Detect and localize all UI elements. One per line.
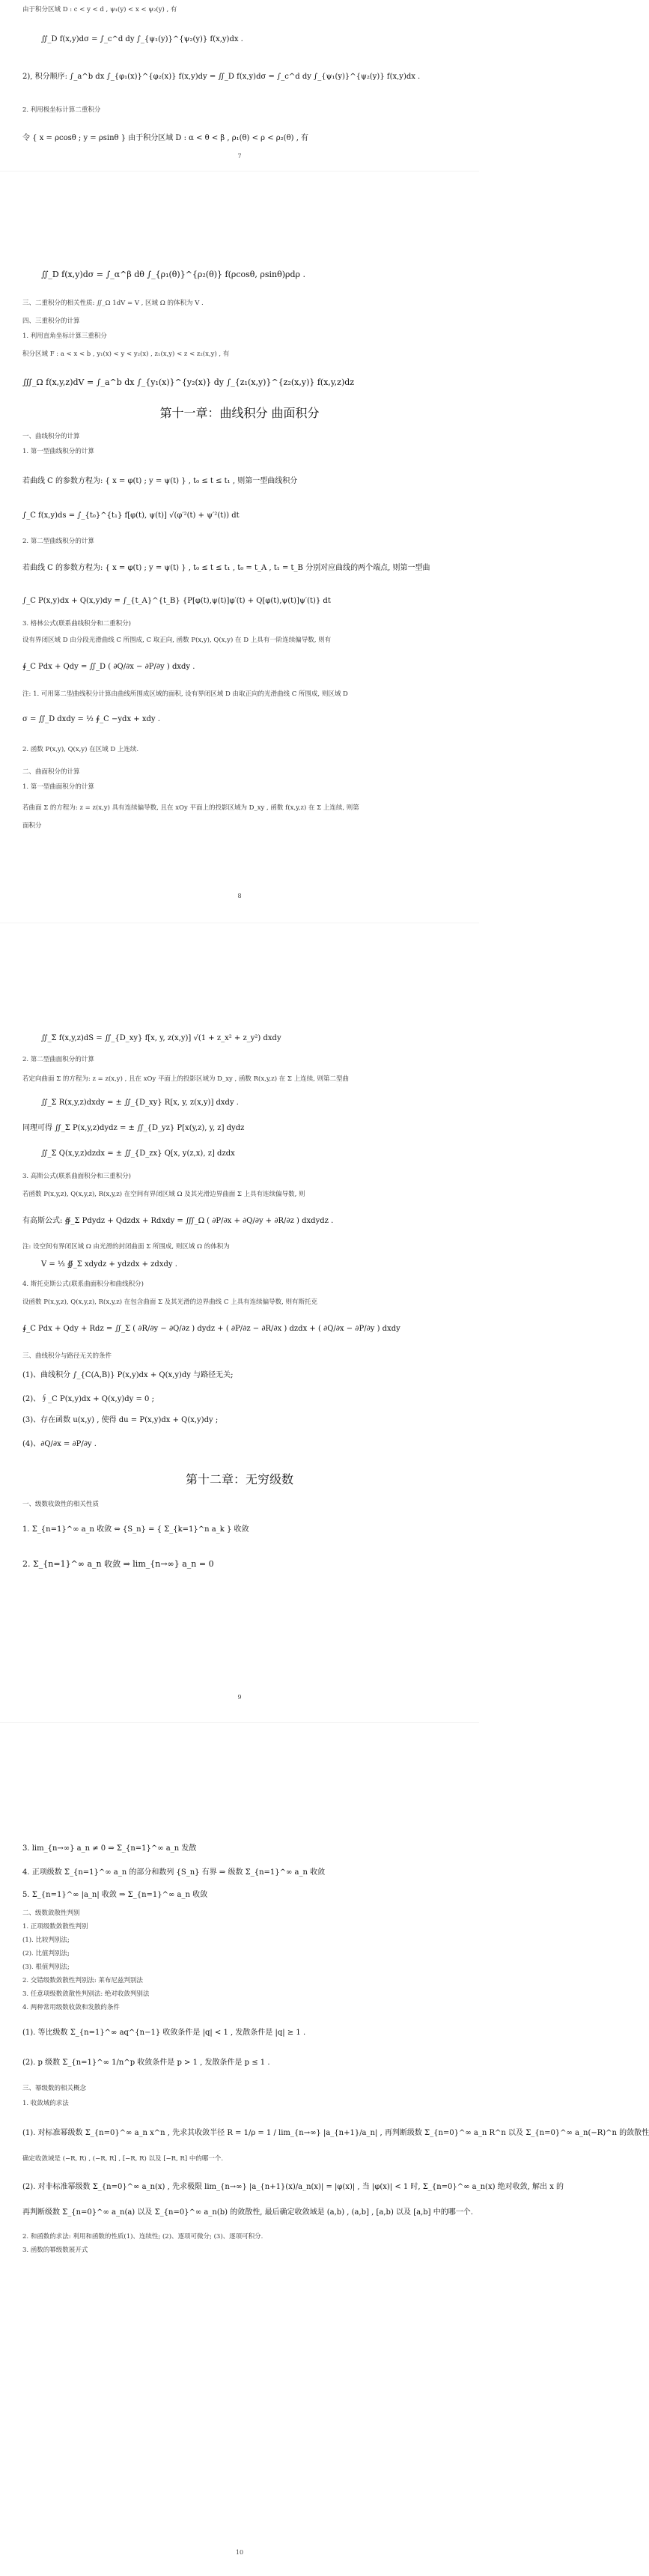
text-line: 3. 函数的幂级数展开式 — [22, 2247, 88, 2254]
text-line: 若函数 P(x,y,z), Q(x,y,z), R(x,y,z) 在空间有界闭区域 Ω 及其光滑边界曲面 Σ 上具有连续偏导数, 则 — [22, 1191, 305, 1198]
section-heading: 四、三重积分的计算 — [22, 318, 80, 325]
page-number: 7 — [237, 153, 242, 160]
section-heading: 4. 两种常用级数收敛和发散的条件 — [22, 2004, 120, 2011]
text-line: (1)、曲线积分 ∫_{C(A,B)} P(x,y)dx + Q(x,y)dy 与路径无关; — [22, 1371, 234, 1379]
section-heading: 三、曲线积分与路径无关的条件 — [22, 1352, 112, 1360]
text-line: 3. lim_{n→∞} a_n ≠ 0 ⇒ Σ_{n=1}^∞ a_n 发散 — [22, 1844, 197, 1853]
formula: ∬_Σ R(x,y,z)dxdy = ± ∬_{D_xy} R[x, y, z(x,y)] dxdy . — [41, 1099, 239, 1107]
formula: ∬_Σ Q(x,y,z)dzdx = ± ∬_{D_zx} Q[x, y(z,x), z] dzdx — [41, 1149, 235, 1158]
page-8 — [0, 180, 479, 914]
text-line: (3). 根值判别法; — [22, 1963, 70, 1971]
section-heading: 1. 利用直角坐标计算三重积分 — [22, 332, 107, 340]
section-heading: 二、级数敛散性判别 — [22, 1910, 80, 1917]
page-9 — [0, 929, 479, 1715]
section-heading: 1. 正项级数敛散性判别 — [22, 1923, 88, 1931]
text-line: (1). 比较判别法; — [22, 1936, 70, 1944]
formula: ∮_C Pdx + Qdy = ∬_D ( ∂Q/∂x − ∂P/∂y ) dxdy . — [22, 663, 195, 671]
formula: ∫_C P(x,y)dx + Q(x,y)dy = ∫_{t_A}^{t_B} {P[φ(t),ψ(t)]φ′(t) + Q[φ(t),ψ(t)]ψ′(t)} dt — [22, 597, 331, 605]
text-line: (1). 等比级数 Σ_{n=1}^∞ aq^{n−1} 收敛条件是 |q| < 1 , 发散条件是 |q| ≥ 1 . — [22, 2029, 306, 2037]
text-line: 2. 函数 P(x,y), Q(x,y) 在区域 D 上连续. — [22, 746, 139, 753]
formula: 2), 积分顺序: ∫_a^b dx ∫_{φ₁(x)}^{φ₂(x)} f(x,y)dy = ∬_D f(x,y)dσ = ∫_c^d dy ∫_{ψ₁(y)}^{ψ₂(y)} f(x,y)dx . — [22, 73, 421, 81]
section-heading: 三、幂级数的相关概念 — [22, 2085, 87, 2092]
section-heading: 3. 高斯公式(联系曲面积分和三重积分) — [22, 1173, 131, 1180]
text-line: 注: 设空间有界闭区域 Ω 由光滑的封闭曲面 Σ 所围成, 则区域 Ω 的体积为 — [22, 1243, 230, 1251]
text-line: (4)、∂Q/∂x = ∂P/∂y . — [22, 1440, 97, 1448]
text-line: 2. 和函数的求法: 利用和函数的性质(1)、连续性; (2)、逐项可微分; (3)、逐项可积分. — [22, 2233, 263, 2241]
formula: 有高斯公式: ∯_Σ Pdydz + Qdzdx + Rdxdy = ∭_Ω ( ∂P/∂x + ∂Q/∂y + ∂R/∂z ) dxdydz . — [22, 1217, 334, 1225]
section-heading: 3. 格林公式(联系曲线积分和二重积分) — [22, 620, 131, 628]
formula: ∮_C Pdx + Qdy + Rdz = ∬_Σ ( ∂R/∂y − ∂Q/∂z ) dydz + ( ∂P/∂z − ∂R/∂x ) dzdx + ( ∂Q/∂x − ∂P/∂y ) dxdy — [22, 1325, 400, 1333]
page-10 — [0, 1730, 649, 2569]
text-line: 确定收敛域是 (−R, R) , (−R, R] , [−R, R) 以及 [−R, R] 中的哪一个. — [22, 2155, 224, 2163]
formula: σ = ∬_D dxdy = ½ ∮_C −ydx + xdy . — [22, 715, 160, 723]
section-heading: 4. 斯托克斯公式(联系曲面积分和曲线积分) — [22, 1281, 144, 1288]
text-line: 1. Σ_{n=1}^∞ a_n 收敛 ⇔ {S_n} = { Σ_{k=1}^n a_k } 收敛 — [22, 1525, 249, 1534]
formula: ∬_D f(x,y)dσ = ∫_c^d dy ∫_{ψ₁(y)}^{ψ₂(y)} f(x,y)dx . — [41, 35, 243, 43]
text-line: 设函数 P(x,y,z), Q(x,y,z), R(x,y,z) 在包含曲面 Σ 及其光滑的边界曲线 C 上具有连续偏导数, 则有斯托克 — [22, 1298, 317, 1306]
text-line: (2). p 级数 Σ_{n=1}^∞ 1/n^p 收敛条件是 p > 1 , 发散条件是 p ≤ 1 . — [22, 2059, 270, 2067]
text-line: 2. Σ_{n=1}^∞ a_n 收敛 ⇒ lim_{n→∞} a_n = 0 — [22, 1559, 214, 1569]
text-line: 若曲线 C 的参数方程为: { x = φ(t) ; y = ψ(t) } , t₀ ≤ t ≤ t₁ , t₀ = t_A , t₁ = t_B 分别对应曲线的两个端点, 则第一型曲 — [22, 564, 430, 572]
page-number: 10 — [235, 2549, 244, 2556]
chapter-title: 第十二章：无穷级数 — [185, 1472, 293, 1486]
text-line: (2). 比值判别法; — [22, 1950, 70, 1957]
section-heading: 2. 第二型曲线积分的计算 — [22, 538, 94, 545]
section-heading: 一、级数收敛性的相关性质 — [22, 1501, 100, 1508]
section-heading: 二、曲面积分的计算 — [22, 768, 80, 776]
formula: 同理可得 ∬_Σ P(x,y,z)dydz = ± ∬_{D_yz} P[x(y,z), y, z] dydz — [22, 1124, 245, 1132]
text-line: (3)、存在函数 u(x,y) , 使得 du = P(x,y)dx + Q(x,y)dy ; — [22, 1416, 219, 1424]
formula: ∫_C f(x,y)ds = ∫_{t₀}^{t₁} f[φ(t), ψ(t)] √(φ′²(t) + ψ′²(t)) dt — [22, 511, 240, 520]
section-heading: 2. 利用极坐标计算二重积分 — [22, 106, 101, 114]
text-line: 设有界闭区域 D 由分段光滑曲线 C 所围成, C 取正向, 函数 P(x,y), Q(x,y) 在 D 上具有一阶连续偏导数, 则有 — [22, 637, 332, 644]
text-line: 由于积分区域 D : c < y < d , ψ₁(y) < x < ψ₂(y) , 有 — [22, 6, 177, 13]
formula: 令 { x = ρcosθ ; y = ρsinθ } 由于积分区域 D : α < θ < β , ρ₁(θ) < ρ < ρ₂(θ) , 有 — [22, 134, 309, 142]
text-line: 4. 正项级数 Σ_{n=1}^∞ a_n 的部分和数列 {S_n} 有界 ⇒ 级数 Σ_{n=1}^∞ a_n 收敛 — [22, 1868, 326, 1877]
text-line: (2)、∮_C P(x,y)dx + Q(x,y)dy = 0 ; — [22, 1395, 154, 1403]
text-line: 注: 1. 可用第二型曲线积分计算由曲线所围成区域的面积, 设有界闭区域 D 由取正向的光滑曲线 C 所围成, 则区域 D — [22, 690, 348, 698]
text-line: 若定向曲面 Σ 的方程为: z = z(x,y) , 且在 xOy 平面上的投影区域为 D_xy , 函数 R(x,y,z) 在 Σ 上连续, 则第二型曲 — [22, 1075, 350, 1083]
page-break — [0, 1722, 479, 1723]
text-line: 再判断级数 Σ_{n=0}^∞ a_n(a) 以及 Σ_{n=0}^∞ a_n(b) 的敛散性, 最后确定收敛域是 (a,b) , (a,b] , [a,b) 以及 [a,b] 中的哪一个. — [22, 2208, 473, 2217]
text-line: 面积分 — [22, 822, 42, 830]
section-heading: 1. 第一型曲面积分的计算 — [22, 783, 94, 791]
section-heading: 1. 收敛域的求法 — [22, 2100, 69, 2107]
text-line: 三、二重积分的相关性质: ∬_Ω 1dV = V , 区域 Ω 的体积为 V . — [22, 300, 204, 307]
formula: ∬_D f(x,y)dσ = ∫_α^β dθ ∫_{ρ₁(θ)}^{ρ₂(θ)} f(ρcosθ, ρsinθ)ρdρ . — [41, 270, 305, 279]
text-line: 若曲线 C 的参数方程为: { x = φ(t) ; y = ψ(t) } , t₀ ≤ t ≤ t₁ , 则第一型曲线积分 — [22, 477, 298, 485]
text-line: (2). 对非标准幂级数 Σ_{n=0}^∞ a_n(x) , 先求极限 lim_{n→∞} |a_{n+1}(x)/a_n(x)| = |φ(x)| , 当 |φ(x)| < 1 时, Σ_{n=0}^∞ a_n(x) 绝对收敛, 解出 x 的 — [22, 2183, 564, 2191]
section-heading: 2. 交错级数敛散性判别法: 莱布尼兹判别法 — [22, 1977, 143, 1984]
page-7 — [0, 0, 479, 161]
text-line: 5. Σ_{n=1}^∞ |a_n| 收敛 ⇒ Σ_{n=1}^∞ a_n 收敛 — [22, 1891, 208, 1899]
section-heading: 1. 第一型曲线积分的计算 — [22, 448, 94, 455]
page-number: 9 — [237, 1694, 242, 1701]
formula: V = ⅓ ∯_Σ xdydz + ydzdx + zdxdy . — [41, 1260, 177, 1269]
text-line: 若曲面 Σ 的方程为: z = z(x,y) 具有连续偏导数, 且在 xOy 平面上的投影区域为 D_xy , 函数 f(x,y,z) 在 Σ 上连续, 则第 — [22, 804, 359, 812]
page-number: 8 — [237, 893, 242, 899]
section-heading: 3. 任意项级数敛散性判别法: 绝对收敛判别法 — [22, 1990, 150, 1998]
formula: ∬_Σ f(x,y,z)dS = ∬_{D_xy} f[x, y, z(x,y)] √(1 + z_x² + z_y²) dxdy — [41, 1034, 281, 1042]
text-line: 积分区域 F : a < x < b , y₁(x) < y < y₂(x) , z₁(x,y) < z < z₂(x,y) , 有 — [22, 350, 230, 358]
section-heading: 一、曲线积分的计算 — [22, 433, 80, 440]
formula: ∭_Ω f(x,y,z)dV = ∫_a^b dx ∫_{y₁(x)}^{y₂(x)} dy ∫_{z₁(x,y)}^{z₂(x,y)} f(x,y,z)dz — [22, 377, 355, 387]
text-line: (1). 对标准幂级数 Σ_{n=0}^∞ a_n x^n , 先求其收敛半径 R = 1/ρ = 1 / lim_{n→∞} |a_{n+1}/a_n| , 再判断级数 Σ_{n=0}^∞ a_n R^n 以及 Σ_{n=0}^∞ a_n(−R)^n 的敛散性 — [22, 2129, 649, 2137]
section-heading: 2. 第二型曲面积分的计算 — [22, 1056, 94, 1063]
chapter-title: 第十一章：曲线积分 曲面积分 — [159, 406, 320, 420]
